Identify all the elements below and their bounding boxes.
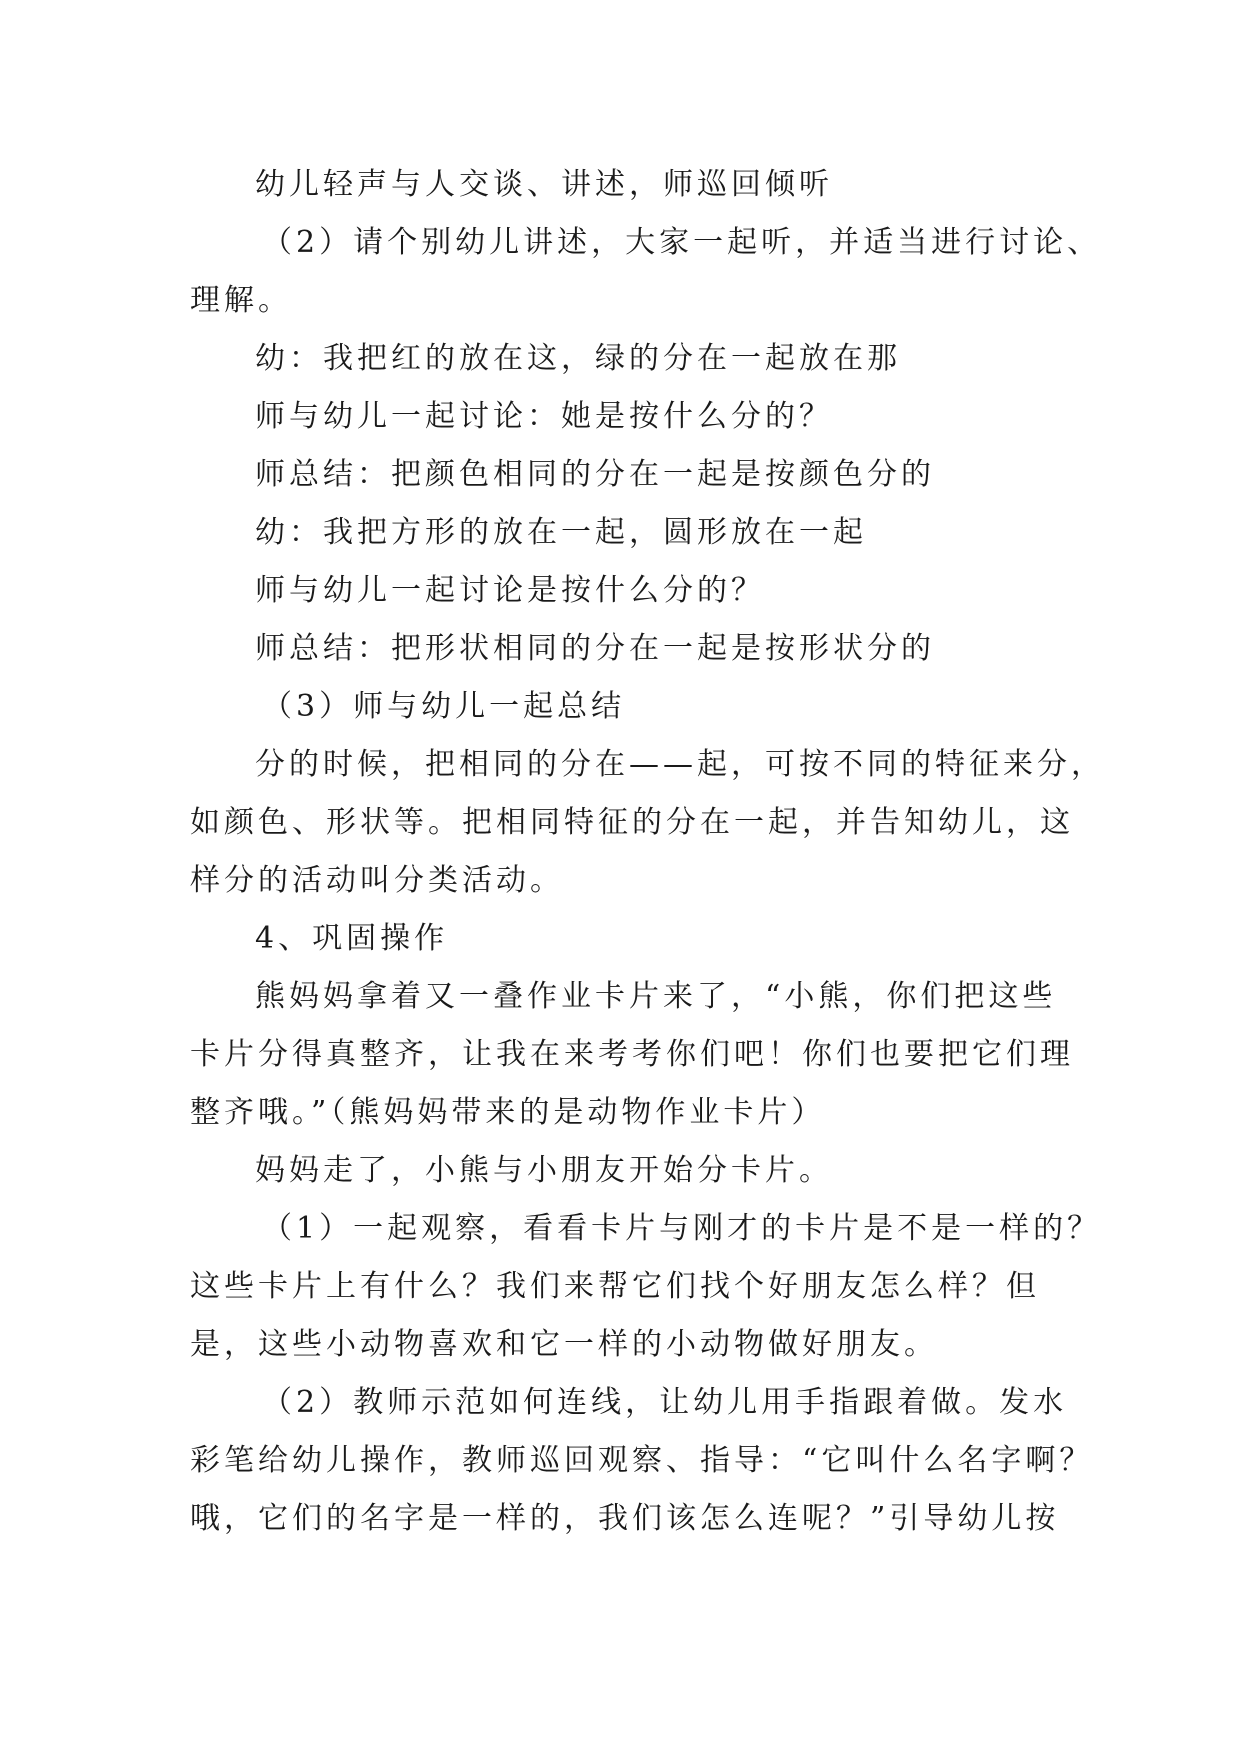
paragraph-line: 师总结：把形状相同的分在一起是按形状分的 — [255, 631, 935, 666]
paragraph-line: 理解。 — [190, 283, 292, 318]
paragraph-line: 幼儿轻声与人交谈、讲述，师巡回倾听 — [255, 167, 833, 202]
paragraph-line: （2）请个别幼儿讲述，大家一起听，并适当进行讨论、 — [262, 225, 1102, 260]
paragraph-line: （3）师与幼儿一起总结 — [262, 689, 626, 724]
paragraph-line: 师与幼儿一起讨论：她是按什么分的？ — [255, 399, 833, 434]
paragraph-line: 如颜色、形状等。把相同特征的分在一起，并告知幼儿，这 — [190, 805, 1074, 840]
paragraph-line: 熊妈妈拿着又一叠作业卡片来了，“小熊，你们把这些 — [255, 979, 1057, 1014]
paragraph-line: 样分的活动叫分类活动。 — [190, 863, 564, 898]
paragraph-line: 幼：我把红的放在这，绿的分在一起放在那 — [255, 341, 901, 376]
paragraph-line: 卡片分得真整齐，让我在来考考你们吧！你们也要把它们理 — [190, 1037, 1074, 1072]
paragraph-line: 这些卡片上有什么？我们来帮它们找个好朋友怎么样？但 — [190, 1269, 1040, 1304]
paragraph-line: 分的时候，把相同的分在——起，可按不同的特征来分， — [255, 747, 1105, 782]
paragraph-line: 哦，它们的名字是一样的，我们该怎么连呢？”引导幼儿按 — [190, 1501, 1060, 1536]
section-heading: 4、巩固操作 — [255, 921, 449, 956]
paragraph-line: 整齐哦。”（熊妈妈带来的是动物作业卡片） — [190, 1095, 826, 1130]
paragraph-line: 幼：我把方形的放在一起，圆形放在一起 — [255, 515, 867, 550]
paragraph-line: （1）一起观察，看看卡片与刚才的卡片是不是一样的？ — [262, 1211, 1102, 1246]
paragraph-line: 妈妈走了，小熊与小朋友开始分卡片。 — [255, 1153, 833, 1188]
paragraph-line: 师总结：把颜色相同的分在一起是按颜色分的 — [255, 457, 935, 492]
paragraph-line: 师与幼儿一起讨论是按什么分的？ — [255, 573, 765, 608]
paragraph-line: （2）教师示范如何连线，让幼儿用手指跟着做。发水 — [262, 1385, 1068, 1420]
paragraph-line: 彩笔给幼儿操作，教师巡回观察、指导：“它叫什么名字啊？ — [190, 1443, 1094, 1478]
paragraph-line: 是，这些小动物喜欢和它一样的小动物做好朋友。 — [190, 1327, 938, 1362]
